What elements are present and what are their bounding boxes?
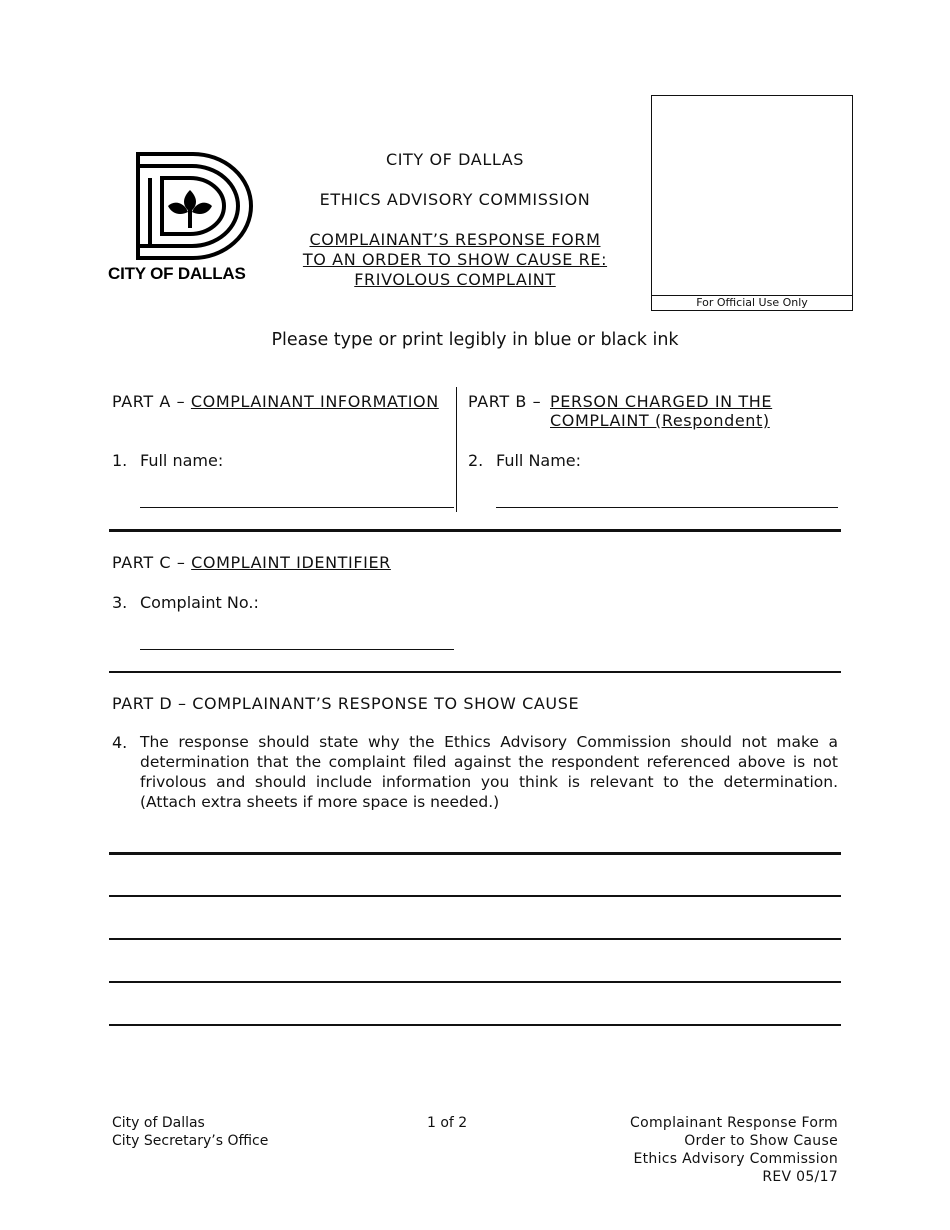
response-line[interactable] — [109, 895, 841, 897]
complainant-name-field[interactable] — [140, 507, 454, 508]
part-c-prefix: PART C – — [112, 553, 192, 572]
response-line[interactable] — [109, 1024, 841, 1026]
official-use-box — [651, 95, 853, 311]
form-title-line-1: COMPLAINANT’S RESPONSE FORM — [309, 230, 601, 249]
part-divider-line — [456, 387, 457, 512]
complaint-number-field[interactable] — [140, 649, 454, 650]
footer-form-name: Complainant Response Form — [630, 1115, 838, 1131]
footer-commission: Ethics Advisory Commission — [633, 1151, 838, 1167]
response-line[interactable] — [109, 938, 841, 940]
instruction-text: Please type or print legibly in blue or black ink — [271, 330, 679, 350]
footer-city: City of Dallas — [112, 1115, 205, 1131]
response-line[interactable] — [109, 981, 841, 983]
header-city: CITY OF DALLAS — [385, 150, 525, 169]
part-c-title: COMPLAINT IDENTIFIER — [191, 553, 391, 572]
page-number: 1 of 2 — [427, 1115, 468, 1131]
item-4-number: 4. — [112, 733, 128, 752]
item-3-label: Complaint No.: — [140, 593, 259, 612]
part-a-title: COMPLAINANT INFORMATION — [190, 392, 439, 411]
official-use-label: For Official Use Only — [652, 295, 852, 310]
response-line[interactable] — [109, 852, 841, 855]
respondent-name-field[interactable] — [496, 507, 838, 508]
form-title-line-3: FRIVOLOUS COMPLAINT — [354, 270, 556, 289]
city-of-dallas-logo — [108, 150, 268, 290]
footer-form-subtitle: Order to Show Cause — [684, 1133, 838, 1149]
footer-revision: REV 05/17 — [762, 1169, 838, 1185]
item-2-number: 2. — [468, 451, 484, 470]
footer-right — [630, 1114, 838, 1186]
part-d-heading: PART D – COMPLAINANT’S RESPONSE TO SHOW CAUSE — [112, 694, 580, 713]
part-c-heading — [112, 553, 391, 572]
part-b-prefix: PART B – — [468, 392, 542, 411]
part-b-title-line-2: COMPLAINT (Respondent) — [550, 411, 770, 430]
footer-left — [112, 1114, 268, 1150]
item-1-label: Full name: — [140, 451, 224, 470]
item-2-label: Full Name: — [496, 451, 582, 470]
part-b-title-line-1: PERSON CHARGED IN THE — [550, 392, 773, 411]
part-a-heading — [112, 392, 439, 411]
item-3-number: 3. — [112, 593, 128, 612]
header-commission: ETHICS ADVISORY COMMISSION — [319, 190, 591, 209]
dallas-d-logo-icon — [108, 150, 268, 262]
form-header — [270, 150, 640, 290]
section-divider — [109, 529, 841, 532]
form-title-line-2: TO AN ORDER TO SHOW CAUSE RE: — [302, 250, 608, 269]
logo-wordmark: CITY OF DALLAS — [108, 264, 246, 283]
item-1-number: 1. — [112, 451, 128, 470]
section-divider — [109, 671, 841, 673]
item-4-instructions: The response should state why the Ethics Advisory Commission should not make a determination that the complaint filed against the respondent referenced above is not frivolous and should include information you think is relevant to the determination. (Attach extra sheets if more space is needed.) — [140, 733, 838, 811]
part-a-prefix: PART A – — [112, 392, 191, 411]
footer-office: City Secretary’s Office — [112, 1133, 269, 1149]
